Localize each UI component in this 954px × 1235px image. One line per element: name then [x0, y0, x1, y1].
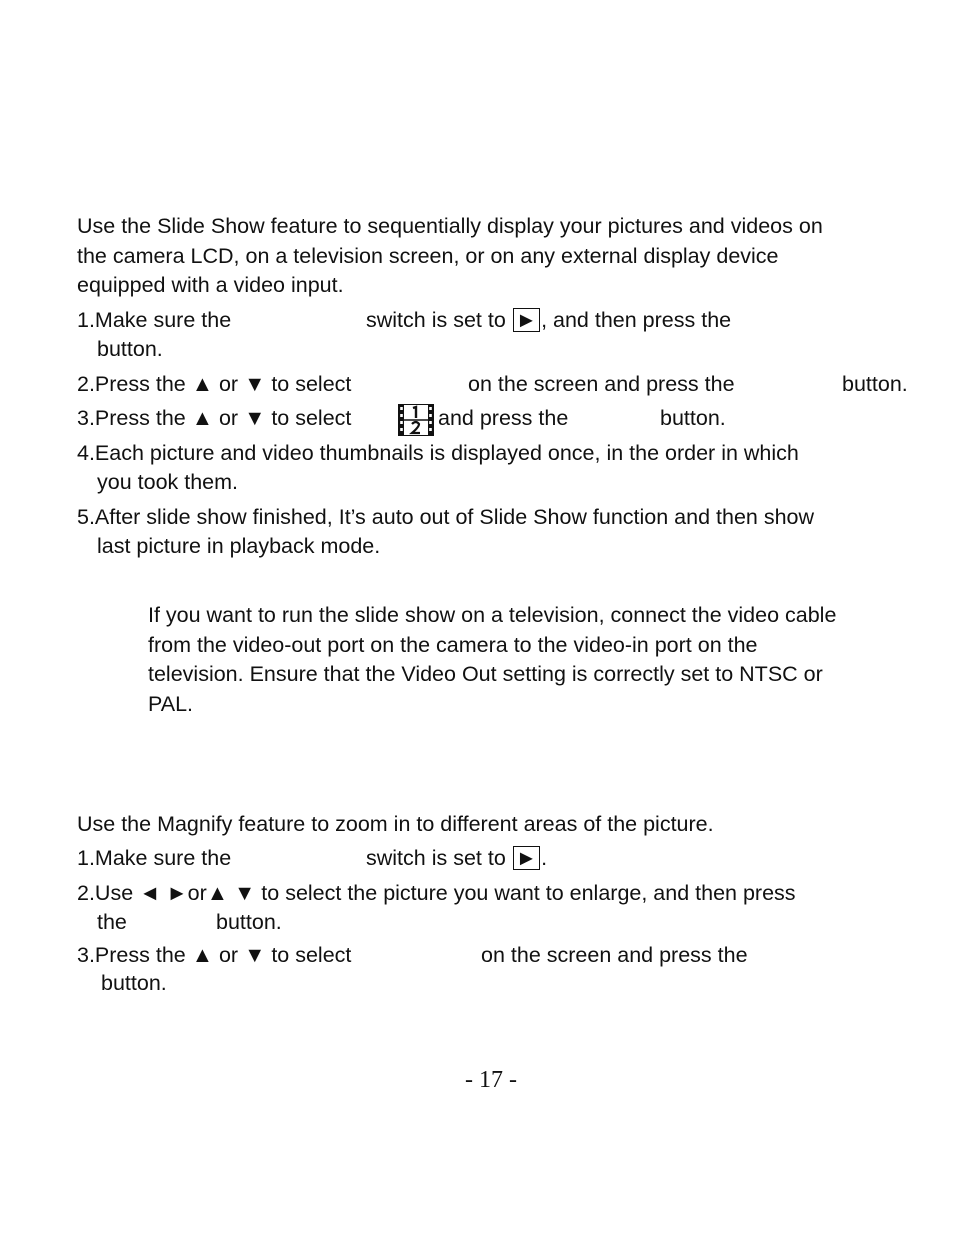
note-line: If you want to run the slide show on a television, connect the video cable: [148, 603, 837, 627]
step-text-b: switch is set to: [366, 308, 506, 332]
step-text: button.: [97, 337, 163, 361]
step-text: 4.Each picture and video thumbnails is displayed once, in the order in which: [77, 441, 799, 465]
step-text: last picture in playback mode.: [97, 534, 381, 558]
note-line: from the video-out port on the camera to the video-in port on the: [148, 633, 758, 657]
step-text: 1.Make sure the: [77, 308, 232, 332]
page-number: - 17 -: [465, 1067, 517, 1093]
step-text: and press the: [438, 406, 569, 430]
intro-line-1: Use the Slide Show feature to sequentially display your pictures and videos on: [77, 214, 823, 238]
step-text: [366, 845, 547, 871]
step-text: 2.Use ◄ ►or▲ ▼ to select the picture you want to enlarge, and then press: [77, 881, 796, 905]
step-text: button.: [842, 372, 908, 396]
intro-line-3: equipped with a video input.: [77, 273, 344, 297]
step-text: 5.After slide show finished, It’s auto out of Slide Show function and then show: [77, 505, 815, 529]
step-text: 1.Make sure the: [77, 846, 232, 870]
step-text: 3.Press the ▲ or ▼ to select: [77, 943, 352, 967]
play-mode-icon: ►: [513, 308, 540, 332]
note-line: PAL.: [148, 692, 194, 716]
step-text: 3.Press the ▲ or ▼ to select: [77, 406, 352, 430]
slideshow-icon: [398, 404, 434, 436]
step-text: on the screen and press the: [468, 372, 735, 396]
step-text: you took them.: [97, 470, 239, 494]
step-text: button.: [101, 971, 167, 995]
step-text: 2.Press the ▲ or ▼ to select: [77, 372, 352, 396]
step-text-c: .: [541, 846, 548, 870]
step-text-b: switch is set to: [366, 846, 506, 870]
step-text: button.: [660, 406, 726, 430]
step-text: the: [97, 910, 127, 934]
magnify-intro: Use the Magnify feature to zoom in to different areas of the picture.: [77, 812, 714, 836]
intro-line-2: the camera LCD, on a television screen, or on any external display device: [77, 244, 779, 268]
note-line: television. Ensure that the Video Out setting is correctly set to NTSC or: [148, 662, 823, 686]
play-mode-icon: ►: [513, 846, 540, 870]
step-text: button.: [216, 910, 282, 934]
step-text: on the screen and press the: [481, 943, 748, 967]
step-text-c: , and then press the: [541, 308, 732, 332]
step-text: [366, 307, 731, 333]
